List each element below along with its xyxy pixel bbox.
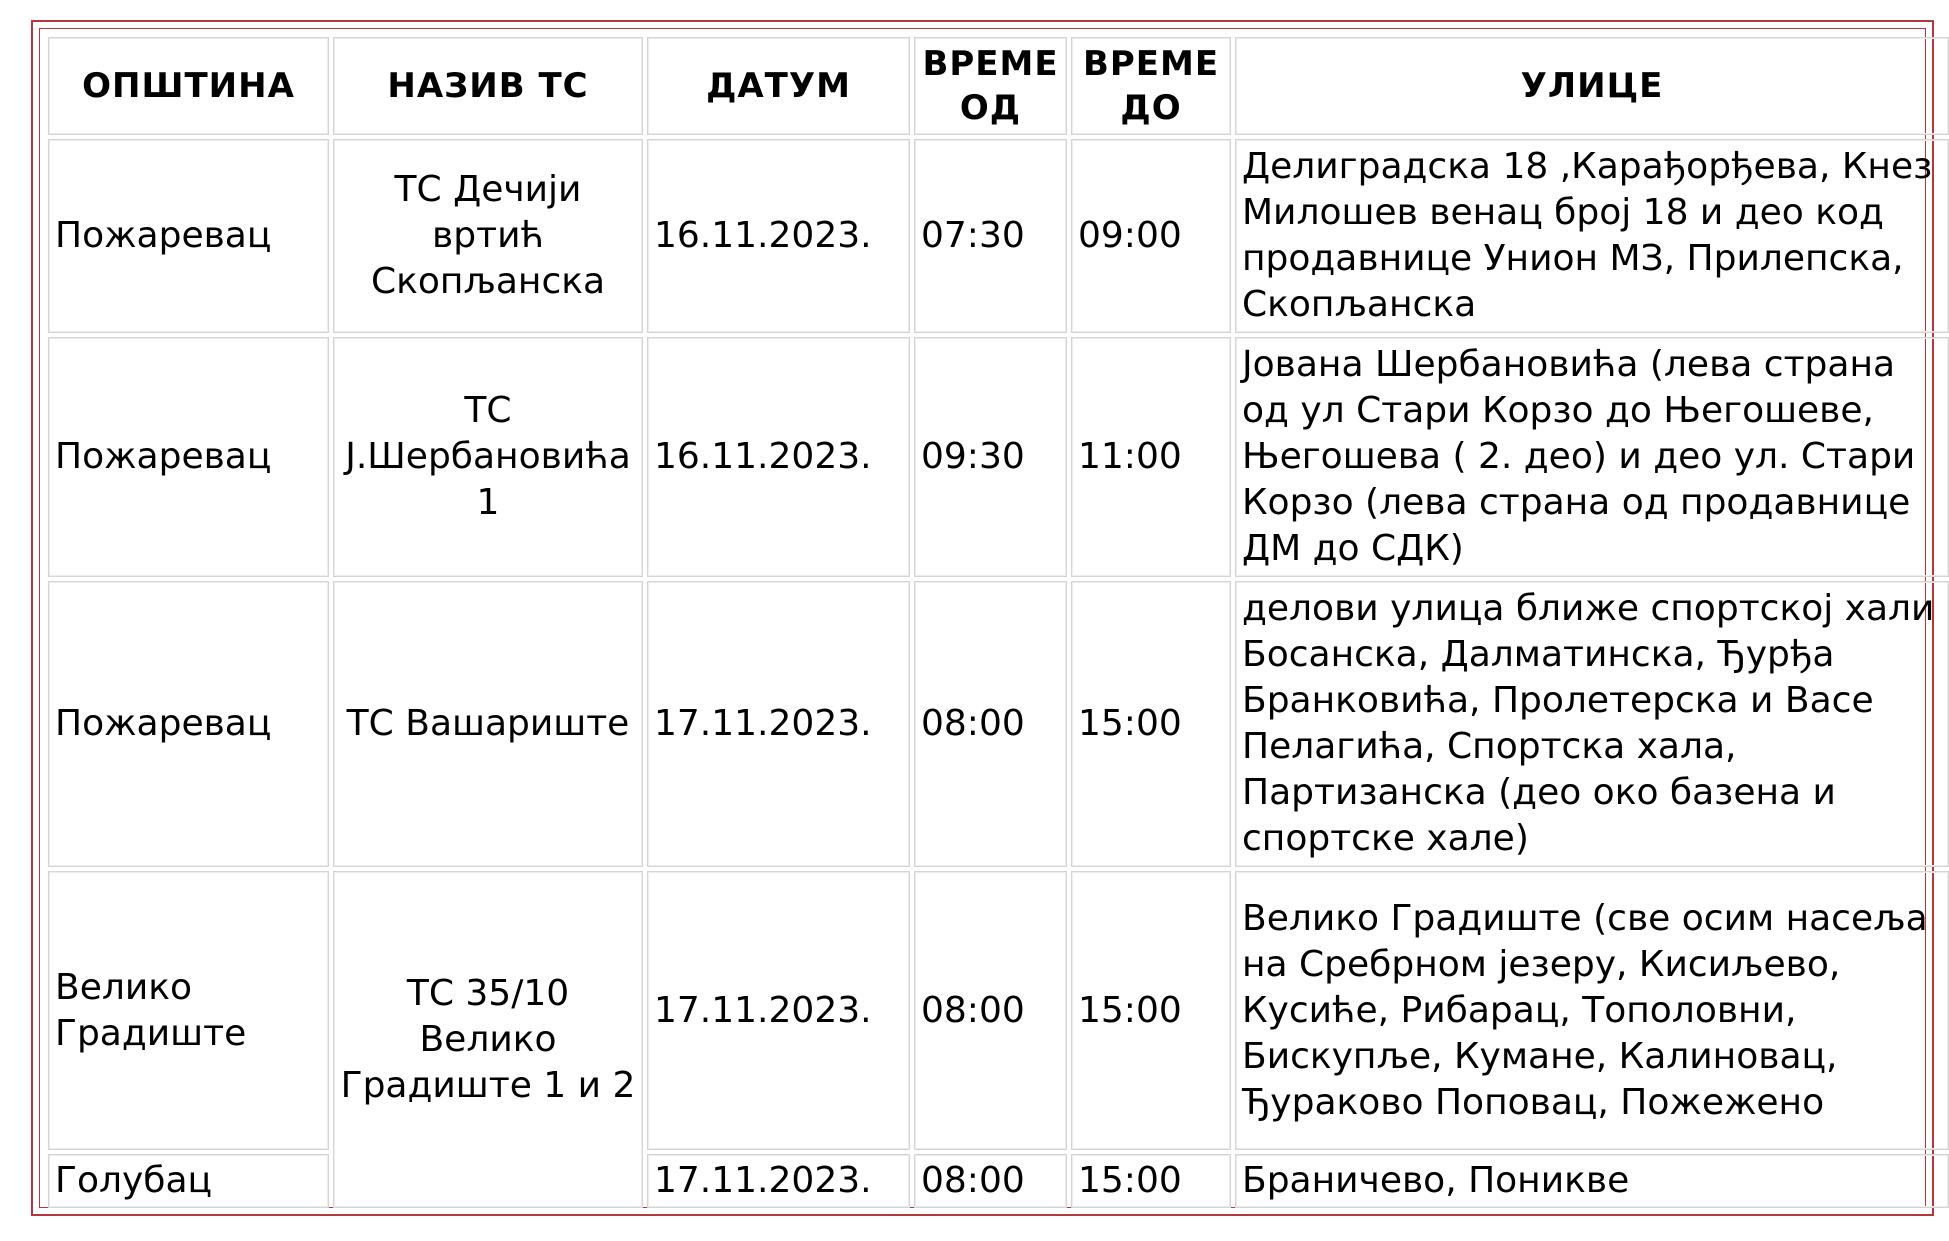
cell-opstina: Пожаревац: [48, 581, 329, 867]
table-row: [48, 581, 1949, 867]
header-vreme-od: ВРЕМЕ ОД: [914, 37, 1067, 135]
cell-vreme-do: 15:00: [1071, 581, 1231, 867]
cell-datum: 17.11.2023.: [647, 871, 910, 1150]
cell-naziv-ts: ТС Ј.Шербановића 1: [333, 337, 643, 577]
cell-datum: 16.11.2023.: [647, 337, 910, 577]
cell-opstina: Пожаревац: [48, 139, 329, 333]
cell-ulice: Јована Шербановића (лева страна од ул Стари Корзо до Његошеве, Његошева ( 2. део) и део ул. Стари Корзо (лева страна од продавнице ДМ до СДК): [1235, 337, 1949, 577]
cell-ulice: делови улица ближе спортској хали Босанска, Далматинска, Ђурђа Бранковића, Пролетерска и Васе Пелагића, Спортска хала, Партизанска (део око базена и спортске хале): [1235, 581, 1949, 867]
cell-vreme-do: 09:00: [1071, 139, 1231, 333]
cell-opstina: Голубац: [48, 1154, 329, 1208]
cell-opstina: Пожаревац: [48, 337, 329, 577]
cell-vreme-do: 11:00: [1071, 337, 1231, 577]
cell-vreme-od: 08:00: [914, 581, 1067, 867]
cell-ulice: Браничево, Поникве: [1235, 1154, 1949, 1208]
cell-datum: 17.11.2023.: [647, 1154, 910, 1208]
cell-vreme-od: 09:30: [914, 337, 1067, 577]
header-naziv-ts: НАЗИВ ТС: [333, 37, 643, 135]
header-opstina: ОПШТИНА: [48, 37, 329, 135]
table-row: [48, 337, 1949, 577]
header-datum: ДАТУМ: [647, 37, 910, 135]
cell-vreme-do: 15:00: [1071, 871, 1231, 1150]
cell-vreme-od: 07:30: [914, 139, 1067, 333]
header-ulice: УЛИЦЕ: [1235, 37, 1949, 135]
cell-naziv-ts: ТС 35/10 Велико Градиште 1 и 2: [333, 871, 643, 1208]
table-frame: [31, 20, 1934, 1216]
cell-naziv-ts: ТС Дечији вртић Скопљанска: [333, 139, 643, 333]
cell-naziv-ts: ТС Вашариште: [333, 581, 643, 867]
cell-ulice: Делиградска 18 ,Карађорђева, Кнез Милошев венац број 18 и део код продавнице Унион МЗ, Прилепска, Скопљанска: [1235, 139, 1949, 333]
cell-datum: 17.11.2023.: [647, 581, 910, 867]
outage-schedule-table: [44, 33, 1949, 1212]
cell-ulice: Велико Градиште (све осим насеља на Сребрном језеру, Кисиљево, Кусиће, Рибарац, Тополовни, Бискупље, Кумане, Калиновац, Ђураково Поповац, Пожежено: [1235, 871, 1949, 1150]
table-inner-frame: [39, 28, 1935, 1208]
header-vreme-do: ВРЕМЕ ДО: [1071, 37, 1231, 135]
table-row: [48, 139, 1949, 333]
cell-vreme-od: 08:00: [914, 1154, 1067, 1208]
table-row: [48, 871, 1949, 1150]
table-header-row: [48, 37, 1949, 135]
cell-datum: 16.11.2023.: [647, 139, 910, 333]
cell-vreme-do: 15:00: [1071, 1154, 1231, 1208]
cell-vreme-od: 08:00: [914, 871, 1067, 1150]
cell-opstina: Велико Градиште: [48, 871, 329, 1150]
